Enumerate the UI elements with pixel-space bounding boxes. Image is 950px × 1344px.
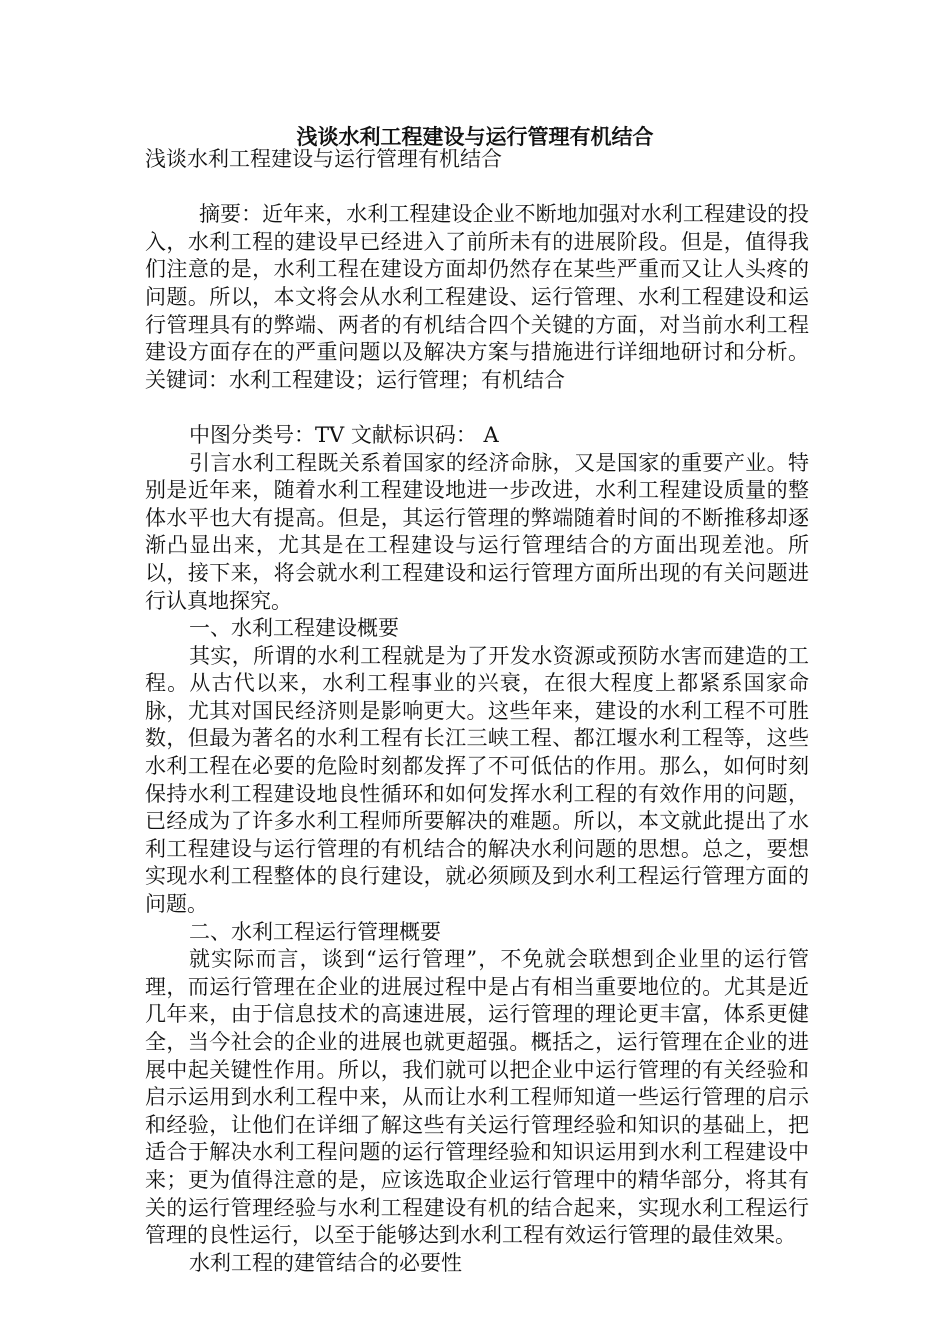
spacer [145,394,809,422]
abstract-paragraph: 摘要：近年来，水利工程建设企业不断地加强对水利工程建设的投入，水利工程的建设早已经进入了前所未有的进展阶段。但是，值得我们注意的是，水利工程在建设方面却仍然存在某些严重而又让人头疼的问题。所以，本文将会从水利工程建设、运行管理、水利工程建设和运行管理具有的弊端、两者的有机结合四个关键的方面，对当前水利工程建设方面存在的严重问题以及解决方案与措施进行详细地研讨和分析。关键词：水利工程建设；运行管理；有机结合 [145,202,809,392]
section2-paragraph: 就实际而言，谈到“运行管理”，不免就会联想到企业里的运行管理，而运行管理在企业的进展过程中是占有相当重要地位的。尤其是近几年来，由于信息技术的高速进展，运行管理的理论更丰富，体系更健全，当今社会的企业的进展也就更超强。概括之，运行管理在企业的进展中起关键性作用。所以，我们就可以把企业中运行管理的有关经验和启示运用到水利工程中来，从而让水利工程师知道一些运行管理的启示和经验，让他们在详细了解这些有关运行管理经验和知识的基础上，把适合于解决水利工程问题的运行管理经验和知识运用到水利工程建设中来；更为值得注意的是，应该选取企业运行管理中的精华部分，将其有关的运行管理经验与水利工程建设有机的结合起来，实现水利工程运行管理的良性运行，以至于能够达到水利工程有效运行管理的最佳效果。 [145,947,809,1248]
spacer [145,174,809,202]
section3-heading: 水利工程的建管结合的必要性 [189,1250,462,1275]
section2-heading: 二、水利工程运行管理概要 [189,919,441,944]
section1-heading: 一、水利工程建设概要 [189,616,399,641]
document-subtitle: 浅谈水利工程建设与运行管理有机结合 [145,147,502,171]
section1-paragraph: 其实，所谓的水利工程就是为了开发水资源或预防水害而建造的工程。从古代以来，水利工程事业的兴衰，在很大程度上都紧系国家命脉，尤其对国民经济则是影响更大。这些年来，建设的水利工程不可胜数，但最为著名的水利工程有长江三峡工程、都江堰水利工程等，这些水利工程在必要的危险时刻都发挥了不可低估的作用。那么，如何时刻保持水利工程建设地良性循环和如何发挥水利工程的有效作用的问题，已经成为了许多水利工程师所要解决的难题。所以，本文就此提出了水利工程建设与运行管理的有机结合的解决水利问题的思想。总之，要想实现水利工程整体的良行建设，就必须顾及到水利工程运行管理方面的问题。 [145,643,809,917]
classification-line: 中图分类号：TV 文献标识码： A [189,422,499,447]
document-title: 浅谈水利工程建设与运行管理有机结合 [296,124,654,149]
intro-paragraph: 引言水利工程既关系着国家的经济命脉，又是国家的重要产业。特别是近年来，随着水利工程建设地进一步改进，水利工程建设质量的整体水平也大有提高。但是，其运行管理的弊端随着时间的不断推移却逐渐凸显出来，尤其是在工程建设与运行管理结合的方面出现差池。所以，接下来，将会就水利工程建设和运行管理方面所出现的有关问题进行认真地探究。 [145,450,809,613]
document-body [145,146,809,1277]
